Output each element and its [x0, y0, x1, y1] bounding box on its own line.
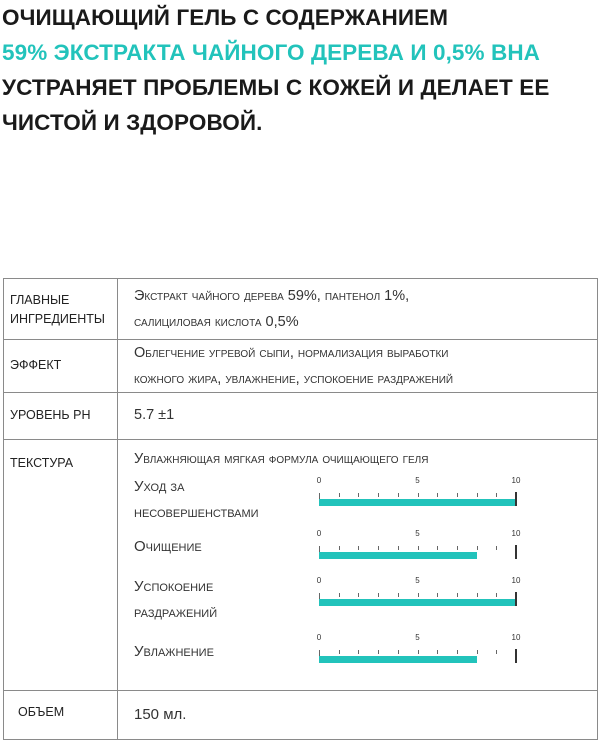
scale-tick: [496, 546, 497, 550]
label-cell: [4, 393, 118, 440]
scale-tick-label: 10: [511, 529, 521, 538]
ph-value: 5.7 ±1: [134, 407, 175, 423]
scale-tick: [339, 493, 340, 497]
scale-tick-label: 5: [415, 576, 420, 585]
texture-label: ТЕКСТУРА: [10, 456, 74, 470]
scale-tick: [457, 546, 458, 550]
table-row-effect: [4, 340, 598, 393]
value-cell: [118, 279, 598, 340]
headline-line-2-accent: 59% ЭКСТРАКТА ЧАЙНОГО ДЕРЕВА И 0,5% BHA: [2, 40, 541, 65]
scale-tick: [437, 493, 438, 497]
scale-tick: [457, 593, 458, 597]
scale-tick: [477, 546, 478, 550]
scale-row: [118, 573, 597, 633]
scale-tick-label: 0: [316, 529, 322, 538]
scale-label-line: Очищение: [134, 538, 202, 555]
scale-tick: [358, 546, 359, 550]
table-row-texture: [4, 440, 598, 691]
scale-tick: [398, 493, 399, 497]
scale-tick-label: 5: [415, 529, 420, 538]
scale-label-1: [134, 474, 259, 526]
scale-tick: [437, 546, 438, 550]
scale-tick: [477, 493, 478, 497]
scale-tick: [418, 493, 419, 497]
value-cell: [118, 440, 598, 691]
scale-level-fill: [319, 499, 516, 506]
scale-label-line: Успокоение: [134, 578, 214, 595]
scale-tick-label: 0: [316, 576, 322, 585]
scale-tick-label: 5: [415, 633, 420, 642]
value-cell: [118, 393, 598, 440]
effect-label: ЭФФЕКТ: [10, 358, 62, 372]
scale-label-line: несовершенствами: [134, 504, 259, 521]
scale-tick-label: 0: [316, 476, 322, 485]
scale-tick: [378, 493, 379, 497]
scale-bar: [316, 633, 521, 663]
scale-tick: [378, 546, 379, 550]
scale-row: [118, 528, 597, 573]
ph-label: УРОВЕНЬ PH: [10, 408, 91, 422]
scale-tick: [437, 650, 438, 654]
scale-tick: [358, 493, 359, 497]
scale-end-mark: [515, 649, 517, 663]
scale-tick: [339, 546, 340, 550]
scale-label-line: Уход за: [134, 478, 185, 495]
texture-scales: [118, 474, 597, 673]
scale-level-fill: [319, 656, 477, 663]
scale-label-line: раздражений: [134, 604, 218, 621]
scale-end-mark: [515, 492, 517, 506]
spec-table: [3, 278, 598, 740]
ingredients-label-1: ГЛАВНЫЕ: [10, 293, 70, 307]
effect-value-2: кожного жира, увлажнение, успокоение раздражений: [134, 371, 454, 387]
label-cell: [4, 691, 118, 740]
scale-label-4: [134, 639, 214, 665]
scale-tick: [339, 593, 340, 597]
value-cell: [118, 340, 598, 393]
scale-tick: [477, 593, 478, 597]
scale-tick: [418, 593, 419, 597]
scale-tick-label: 10: [511, 576, 521, 585]
value-cell: [118, 691, 598, 740]
volume-label: ОБЪЕМ: [18, 705, 65, 719]
scale-bar: [316, 476, 521, 506]
scale-level-fill: [319, 599, 516, 606]
scale-row: [118, 474, 597, 528]
texture-value: Увлажняющая мягкая формула очищающего геля: [134, 451, 429, 467]
scale-tick: [496, 493, 497, 497]
table-row-volume: [4, 691, 598, 740]
scale-tick: [378, 593, 379, 597]
scale-tick-label: 5: [415, 476, 420, 485]
scale-bar: [316, 576, 521, 606]
scale-tick: [457, 493, 458, 497]
headline-line-1: ОЧИЩАЮЩИЙ ГЕЛЬ С СОДЕРЖАНИЕМ: [2, 5, 449, 30]
label-cell: [4, 279, 118, 340]
scale-tick: [378, 650, 379, 654]
scale-tick: [398, 546, 399, 550]
label-cell: [4, 340, 118, 393]
scale-tick: [496, 593, 497, 597]
table-row-ph: [4, 393, 598, 440]
scale-tick: [477, 650, 478, 654]
scale-tick-label: 0: [316, 633, 322, 642]
scale-level-fill: [319, 552, 477, 559]
scale-tick: [437, 593, 438, 597]
scale-tick-label: 10: [511, 633, 521, 642]
scale-row: [118, 633, 597, 673]
table-row-ingredients: [4, 279, 598, 340]
scale-tick: [457, 650, 458, 654]
scale-label-line: Увлажнение: [134, 643, 214, 660]
scale-tick: [358, 650, 359, 654]
headline-line-3: УСТРАНЯЕТ ПРОБЛЕМЫ С КОЖЕЙ И ДЕЛАЕТ ЕЕ: [2, 75, 550, 100]
scale-bar: [316, 529, 521, 559]
headline: [2, 0, 600, 140]
scale-tick: [496, 650, 497, 654]
ingredients-value-2: салициловая кислота 0,5%: [134, 314, 299, 330]
scale-end-mark: [515, 545, 517, 559]
scale-label-3: [134, 574, 217, 626]
scale-label-2: [134, 534, 202, 560]
headline-line-4: ЧИСТОЙ И ЗДОРОВОЙ.: [2, 110, 263, 135]
scale-tick: [418, 650, 419, 654]
label-cell: [4, 440, 118, 691]
scale-tick: [418, 546, 419, 550]
scale-tick: [358, 593, 359, 597]
scale-tick-label: 10: [511, 476, 521, 485]
ingredients-label-2: ИНГРЕДИЕНТЫ: [10, 312, 105, 326]
scale-tick: [398, 593, 399, 597]
volume-value: 150 мл.: [134, 706, 187, 723]
ingredients-value-1: Экстракт чайного дерева 59%, пантенол 1%,: [134, 288, 410, 304]
scale-end-mark: [515, 592, 517, 606]
effect-value-1: Облегчение угревой сыпи, нормализация выработки: [134, 345, 449, 361]
scale-tick: [398, 650, 399, 654]
scale-tick: [339, 650, 340, 654]
